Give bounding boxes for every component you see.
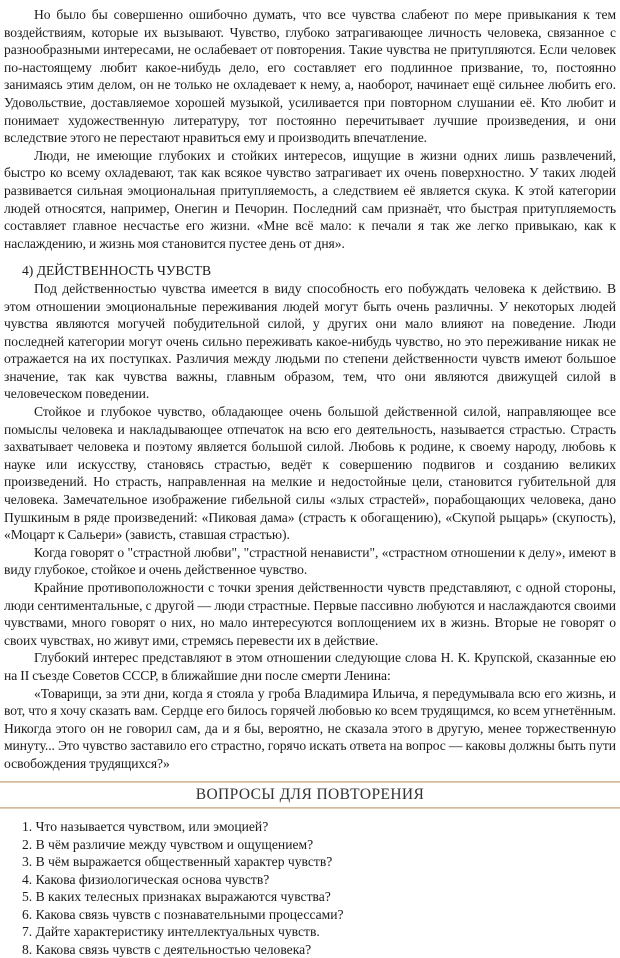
list-item: 3. В чём выражается общественный характер чувств? xyxy=(22,853,344,871)
divider-bottom xyxy=(0,807,620,809)
quote-paragraph: «Товарищи, за эти дни, когда я стояла у гроба Владимира Ильича, я передумывала всю его жизнь, и вот, что я хочу сказать вам. Сердце его билось горячей любовью ко всем трудящимся, ко всем угнетённым. Никогда этого он не говорил сам, да и я бы, вероятно, не сказала этого в другую, менее торжественную минуту... Это чувство заставило его страстно, горячо искать ответа на вопрос — каковы должны быть пути освобождения трудящихся?» xyxy=(4,685,616,773)
paragraph: Люди, не имеющие глубоких и стойких интересов, ищущие в жизни одних лишь развлечений, быстро ко всему охладевают, так как всякое чувство затрагивает их очень поверхностно. У таких людей развивается сильная эмоциональная притупляемость, а следствием её является скука. К этой категории людей относятся, например, Онегин и Печорин. Последний сам признаёт, что быстрая притупляемость составляет главное несчастье его жизни. «Мне всё мало: к печали я так же легко привыкаю, как к наслаждению, и жизнь моя становится пустее день от дня». xyxy=(4,147,616,253)
paragraph: Стойкое и глубокое чувство, обладающее очень большой действенной силой, направляющее все помыслы человека и накладывающее отпечаток на всю его деятельность, называется страстью. Страсть захватывает человека и поэтому является большой силой. Любовь к родине, к своему народу, любовь к науке или искусству, становясь страстью, ведёт к совершению подвигов и созданию великих произведений. Но страсть, направленная на мелкие и недостойные цели, становится губительной для человека. Замечательное изображение гибельной силы «злых страстей», порабощающих человека, дано Пушкиным в ряде произведений: «Пиковая дама» (страсть к обогащению), «Скупой рыцарь» (скупость), «Моцарт к Сальери» (зависть, ставшая страстью). xyxy=(4,403,616,544)
review-title: ВОПРОСЫ ДЛЯ ПОВТОРЕНИЯ xyxy=(0,786,620,804)
question-list xyxy=(22,818,344,958)
list-item: 1. Что называется чувством, или эмоцией? xyxy=(22,818,344,836)
text-block-top xyxy=(4,6,616,252)
paragraph: Но было бы совершенно ошибочно думать, что все чувства слабеют по мере привыкания к тем воздействиям, которые их вызывают. Чувство, глубоко затрагивающее личность человека, связанное с разнообразными интересами, не ослабевает от повторения. Такие чувства не притупляются. Если человек по-настоящему любит какое-нибудь дело, его составляет его подлинное призвание, то, постоянно занимаясь этим делом, он не только не охладевает к нему, а, наоборот, начинает ещё сильнее любить его. Удовольствие, доставляемое хорошей музыкой, усиливается при повторном слушании её. Кто любит и понимает художественную литературу, тот постоянно перечитывает лучшие произведения, и они вследствие этого не перестают нравиться ему и производить впечатление. xyxy=(4,6,616,147)
list-item: 2. В чём различие между чувством и ощущением? xyxy=(22,836,344,854)
paragraph: Глубокий интерес представляют в этом отношении следующие слова Н. К. Крупской, сказанные ею на II съезде Советов СССР, в ближайшие дни после смерти Ленина: xyxy=(4,649,616,684)
list-item: 8. Какова связь чувств с деятельностью человека? xyxy=(22,941,344,958)
list-item: 7. Дайте характеристику интеллектуальных чувств. xyxy=(22,923,344,941)
text-block-main xyxy=(4,280,616,773)
list-item: 5. В каких телесных признаках выражаются чувства? xyxy=(22,888,344,906)
section-heading: 4) ДЕЙСТВЕННОСТЬ ЧУВСТВ xyxy=(4,262,616,280)
list-item: 4. Какова физиологическая основа чувств? xyxy=(22,871,344,889)
paragraph: Крайние противоположности с точки зрения действенности чувств представляют, с одной стороны, люди сентиментальные, с другой — люди страстные. Первые пассивно любуются и наслаждаются своими чувствами, много говорят о них, но мало интересуются воплощением их в жизнь. Вторые не говорят о своих чувствах, но живут ими, стремясь перевести их в действие. xyxy=(4,579,616,649)
paragraph: Когда говорят о "страстной любви", "страстной ненависти", «страстном отношении к делу», имеют в виду глубокое, стойкое и очень действенное чувство. xyxy=(4,544,616,579)
paragraph: Под действенностью чувства имеется в виду способность его побуждать человека к действию. В этом отношении эмоциональные переживания людей могут быть очень различны. У некоторых людей чувства являются могучей побудительной силой, у других они мало влияют на поведение. Люди последней категории могут очень сильно переживать какое-нибудь чувство, но это переживание никак не отражается на их поступках. Различия между людьми по степени действенности чувств имеют большое значение, так как чувства важны, главным образом, тем, что они являются движущей силой в человеческом поведении. xyxy=(4,280,616,403)
list-item: 6. Какова связь чувств с познавательными процессами? xyxy=(22,906,344,924)
divider-top xyxy=(0,781,620,783)
